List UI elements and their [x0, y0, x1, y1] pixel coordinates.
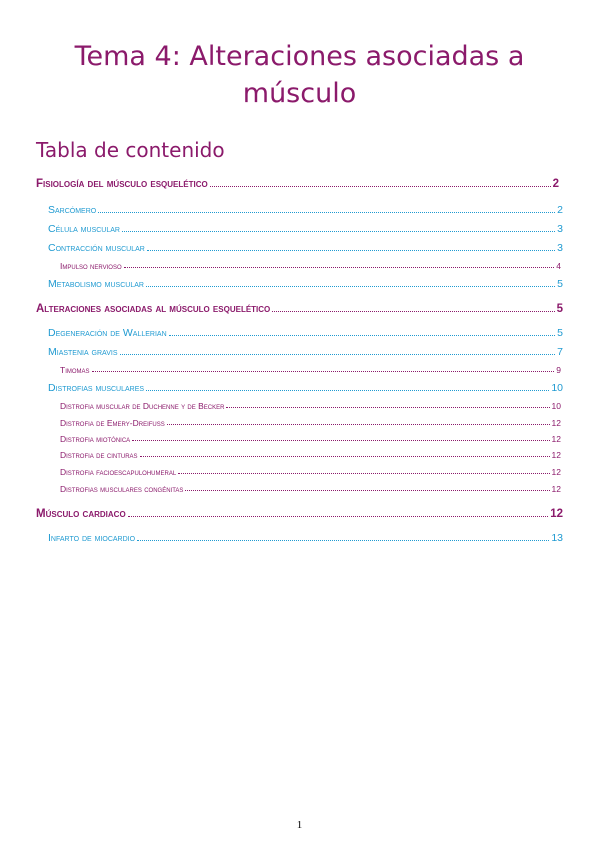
toc-entry-text: Timomas — [60, 365, 90, 375]
toc-entry-text: Célula muscular — [48, 223, 120, 235]
toc-entry-text: Impulso nervioso — [60, 261, 122, 271]
toc-entry-page: 7 — [557, 346, 563, 358]
toc-entry-page: 2 — [552, 178, 559, 190]
toc-entry-page: 12 — [551, 418, 561, 428]
toc-entry-text: Degeneración de Wallerian — [48, 327, 167, 339]
toc-entry-page: 12 — [551, 434, 561, 444]
dot-leader — [178, 472, 549, 474]
dot-leader — [210, 185, 551, 187]
toc-entry-page: 5 — [557, 278, 563, 290]
dot-leader — [146, 389, 549, 391]
toc-entry[interactable] — [48, 278, 563, 290]
dot-leader — [128, 515, 549, 517]
dot-leader — [98, 211, 555, 213]
toc-entry[interactable] — [60, 365, 561, 375]
toc-entry-text: Distrofia muscular de Duchenne y de Becker — [60, 401, 225, 411]
toc-entry-text: Distrofias musculares — [48, 382, 145, 394]
toc-entry-page: 12 — [551, 467, 561, 477]
toc-entry-text: Alteraciones asociadas al músculo esquelético — [36, 303, 271, 315]
toc-entry-page: 2 — [557, 204, 563, 216]
page-number: 1 — [296, 819, 303, 831]
toc-entry-page: 12 — [550, 508, 563, 520]
toc-entry-page: 5 — [556, 303, 563, 315]
toc-entry-text: Músculo cardiaco — [36, 508, 126, 520]
toc-heading: Tabla de contenido — [36, 138, 225, 162]
dot-leader — [140, 455, 550, 457]
toc-entry-page: 13 — [551, 532, 563, 544]
toc-entry[interactable] — [36, 178, 559, 190]
toc-entry-page: 4 — [556, 261, 561, 271]
toc-entry-page: 12 — [551, 484, 561, 494]
toc-entry[interactable] — [60, 450, 561, 460]
dot-leader — [272, 310, 554, 312]
toc-entry[interactable] — [48, 346, 563, 358]
toc-entry-text: Fisiología del músculo esquelético — [36, 178, 208, 190]
toc-entry[interactable] — [60, 401, 561, 411]
toc-entry[interactable] — [36, 508, 563, 520]
toc-entry-page: 3 — [557, 223, 563, 235]
document-title — [0, 38, 599, 112]
toc-entry-page: 12 — [551, 450, 561, 460]
toc-entry-page: 10 — [551, 382, 563, 394]
title-line-2: músculo — [242, 78, 357, 109]
dot-leader — [147, 249, 555, 251]
dot-leader — [167, 423, 550, 425]
toc-entry-text: Distrofias musculares congénitas — [60, 484, 184, 494]
dot-leader — [124, 266, 555, 268]
toc-entry[interactable] — [48, 242, 563, 254]
dot-leader — [120, 353, 556, 355]
dot-leader — [169, 334, 556, 336]
toc-entry[interactable] — [48, 204, 563, 216]
title-line-1: Tema 4: Alteraciones asociadas a — [74, 41, 525, 72]
dot-leader — [146, 285, 555, 287]
toc-entry[interactable] — [60, 484, 561, 494]
toc-entry[interactable] — [48, 382, 563, 394]
toc-entry-text: Miastenia gravis — [48, 346, 118, 358]
dot-leader — [132, 439, 549, 441]
toc-entry-text: Distrofia miotónica — [60, 434, 131, 444]
toc-entry-text: Distrofia facioescapulohumeral — [60, 467, 177, 477]
toc-entry[interactable] — [48, 327, 563, 339]
dot-leader — [226, 406, 549, 408]
toc-entry[interactable] — [60, 467, 561, 477]
toc-entry[interactable] — [60, 261, 561, 271]
toc-entry-page: 9 — [556, 365, 561, 375]
dot-leader — [92, 370, 555, 372]
toc-entry-page: 10 — [551, 401, 561, 411]
toc-entry-text: Metabolismo muscular — [48, 278, 144, 290]
dot-leader — [122, 230, 555, 232]
toc-entry-text: Distrofia de cinturas — [60, 450, 138, 460]
toc-entry-text: Infarto de miocardio — [48, 532, 136, 544]
toc-entry-page: 5 — [557, 327, 563, 339]
toc-entry[interactable] — [48, 223, 563, 235]
toc-entry[interactable] — [60, 418, 561, 428]
toc-entry-text: Distrofia de Emery-Dreifuss — [60, 418, 165, 428]
toc-entry-text: Contracción muscular — [48, 242, 145, 254]
toc-entry-page: 3 — [557, 242, 563, 254]
dot-leader — [137, 539, 549, 541]
toc-entry[interactable] — [60, 434, 561, 444]
toc-entry[interactable] — [36, 303, 563, 315]
toc-entry[interactable] — [48, 532, 563, 544]
toc-entry-text: Sarcómero — [48, 204, 97, 216]
dot-leader — [185, 489, 549, 491]
